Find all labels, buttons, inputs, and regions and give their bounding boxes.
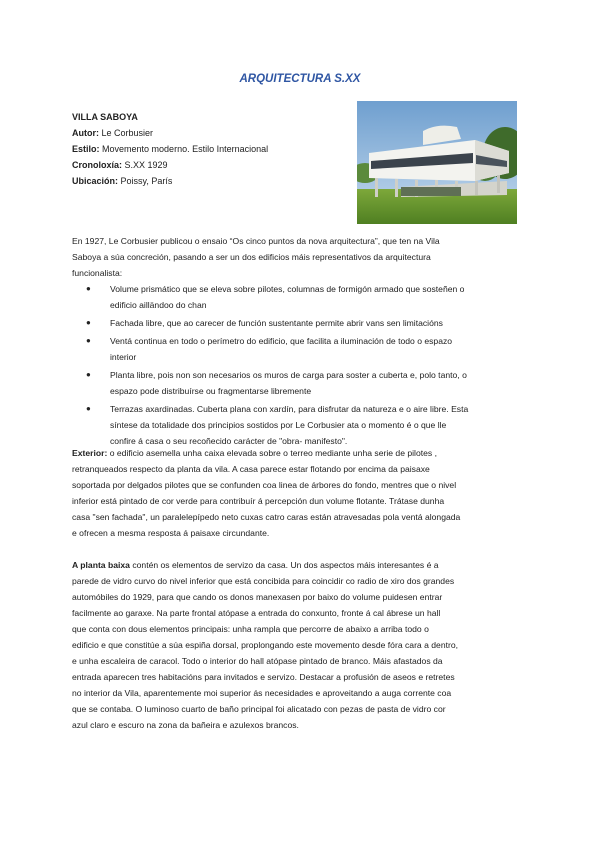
page-title: ARQUITECTURA S.XX [239, 73, 361, 85]
list-item: ● Terrazas axardinadas. Cuberta plana con xardín, para disfrutar da natureza e o aire libre. Esta síntese da totalidade dos principios sostidos por Le Corbusier ata o momento é o que lle confire á casa o seu recoñecido carácter de "obra- manifesto". [110, 401, 528, 449]
building-name: VILLA SABOYA [72, 112, 138, 122]
intro-paragraph: En 1927, Le Corbusier publicou o ensaio “Os cinco puntos da nova arquitectura”, que ten na Vila Saboya a súa concreción, pasando a ser un dos edificios máis representativos da arquitectura funcionalista: [72, 236, 440, 278]
building-metadata [72, 109, 268, 189]
style-row: Estilo: Movemento moderno. Estilo Internacional [72, 144, 269, 154]
author-row: Autor: Le Corbusier [72, 128, 154, 138]
exterior-heading: Exterior: [72, 448, 108, 458]
location-row: Ubicación: Poissy, París [72, 176, 173, 186]
exterior-paragraph: Exterior: o edificio asemella unha caixa elevada sobre o terreo mediante unha serie de pilotes , retranqueados respecto da planta da vila. A casa parece estar flotando por encima da paisaxe soportada por delgados pilotes que se confunden coa linea de árbores do fondo, mentres que o nivel inferior está pintado de cor verde para contribuír á percepción dun volume flotante. Trátase dunha casa "sen fachada", un paralelepípedo neto cuxas catro caras están atravesadas pola ventá alongada e ofrecen a mesma resposta á paisaxe circundante. [72, 448, 461, 538]
list-item: ● Volume prismático que se eleva sobre pilotes, columnas de formigón armado que sosteñen o edificio ailländoo do chan [110, 281, 528, 313]
list-item: ● Fachada libre, que ao carecer de función sustentante permite abrir vans sen limitacións [110, 315, 528, 331]
ground-floor-heading: A planta baixa [72, 560, 130, 570]
five-points-list-wrapper [72, 281, 528, 449]
list-item: ● Ventá continua en todo o perímetro do edificio, que facilita a iluminación de todo o espazo interior [110, 333, 528, 365]
villa-savoye-photo [357, 101, 517, 224]
chronology-row: Cronoloxía: S.XX 1929 [72, 160, 168, 170]
list-item: ● Planta libre, pois non son necesarios os muros de carga para soster a cuberta e, polo tanto, o espazo pode distribuírse ou fragmentarse libremente [110, 367, 528, 399]
five-points-list [72, 281, 528, 449]
ground-floor-paragraph: A planta baixa contén os elementos de servizo da casa. Un dos aspectos máis interesantes é a parede de vidro curvo do nivel inferior que está concibida para coincidir co radio de xiro dos grandes automóbiles do 1929, para que cando os donos manexasen por baixo do volume puidesen entrar facilmente ao garaxe. Na parte frontal atópase a entrada do conxunto, fronte á cal ábrese un hall que conta con dous elementos principais: unha rampla que percorre de abaixo a arriba todo o edificio e que constitúe a súa espiña dorsal, proplongando este movemento desde fóra cara a dentro, e unha escaleira de caracol. Todo o interior do hall atópase pintado de branco. Máis afastados da entrada aparecen tres habitacións para invitados e servizo. Destacar a profusión de aseos e retretes no interior da Vila, aparentemente moi superior ás necesidades e aproveitando a auga corrente coa que se contaba. O luminoso cuarto de baño principal foi alicatado con pezas de pasta de vidro cor azul claro e escuro na zona da bañeira e azulexos brancos. [72, 560, 459, 730]
